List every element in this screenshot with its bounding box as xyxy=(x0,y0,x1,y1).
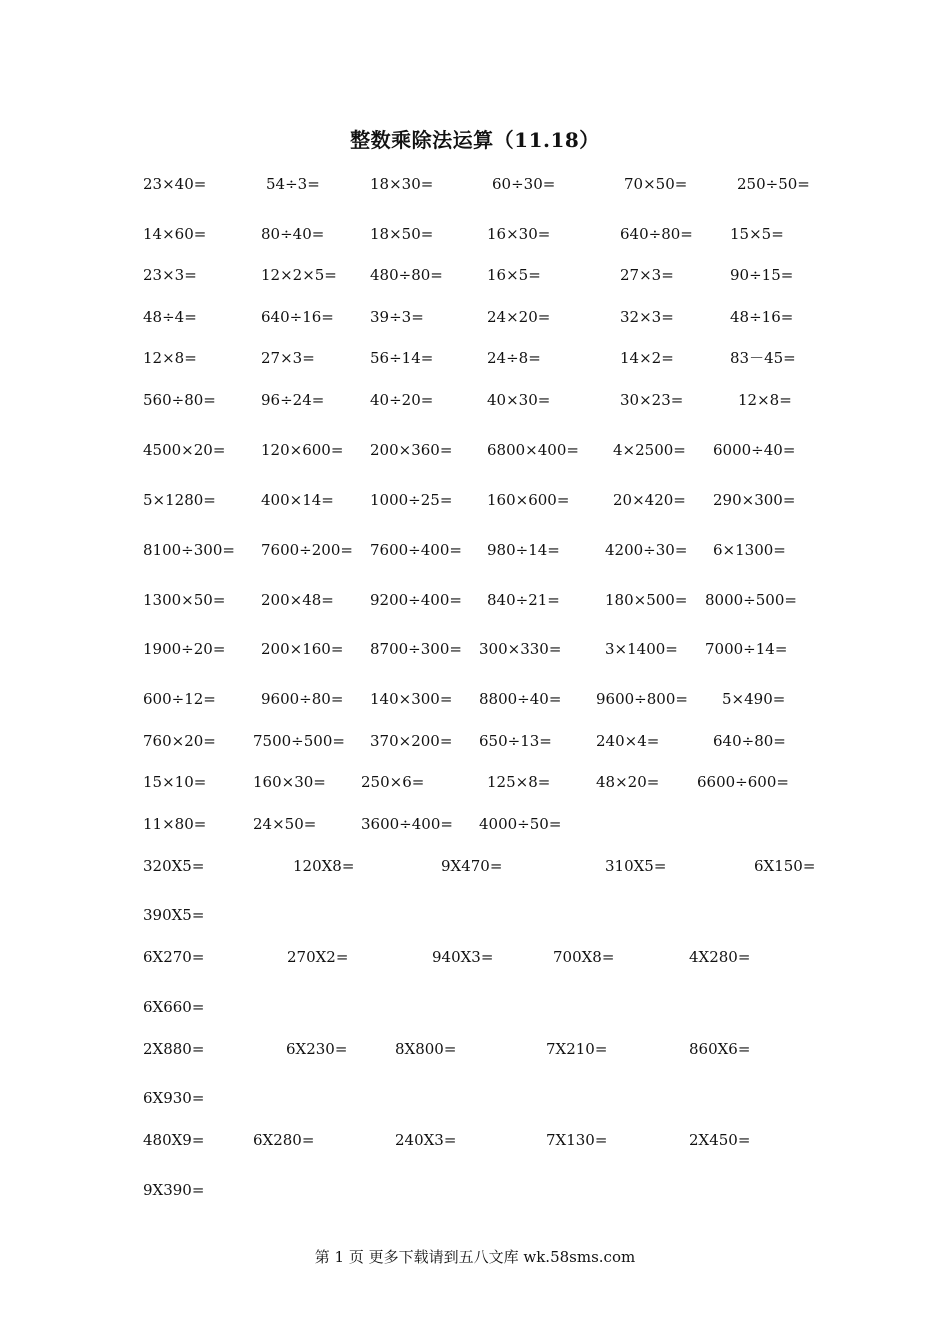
problem-item: 9600÷800= xyxy=(596,690,688,708)
problem-item: 1300×50= xyxy=(143,591,226,609)
problem-item: 6600÷600= xyxy=(697,773,789,791)
problem-item: 560÷80= xyxy=(143,391,216,409)
problem-item: 2X880= xyxy=(143,1040,205,1058)
problem-item: 860X6= xyxy=(689,1040,751,1058)
problem-item: 54÷3= xyxy=(266,175,320,193)
problem-item: 8800÷40= xyxy=(479,690,562,708)
problem-item: 650÷13= xyxy=(479,732,552,750)
problem-item: 4×2500= xyxy=(613,441,686,459)
problem-item: 11×80= xyxy=(143,815,207,833)
problem-item: 4500×20= xyxy=(143,441,226,459)
problem-item: 6000÷40= xyxy=(713,441,796,459)
problem-item: 290×300= xyxy=(713,491,796,509)
problem-row xyxy=(0,1038,950,1060)
problem-item: 200×160= xyxy=(261,640,344,658)
problem-item: 16×30= xyxy=(487,225,551,243)
problem-item: 8X800= xyxy=(395,1040,457,1058)
problem-item: 23×40= xyxy=(143,175,207,193)
problem-item: 12×8= xyxy=(143,349,197,367)
problem-item: 15×10= xyxy=(143,773,207,791)
problem-item: 6X150= xyxy=(754,857,816,875)
problem-row xyxy=(0,264,950,286)
problem-row xyxy=(0,347,950,369)
problem-item: 120×600= xyxy=(261,441,344,459)
problem-item: 48÷4= xyxy=(143,308,197,326)
problem-item: 180×500= xyxy=(605,591,688,609)
problem-row xyxy=(0,173,950,195)
problem-item: 6X930= xyxy=(143,1089,205,1107)
problem-item: 4200÷30= xyxy=(605,541,688,559)
problem-item: 56÷14= xyxy=(370,349,434,367)
problem-row xyxy=(0,813,950,835)
problem-item: 27×3= xyxy=(620,266,674,284)
problem-item: 8100÷300= xyxy=(143,541,235,559)
problem-item: 14×60= xyxy=(143,225,207,243)
problem-item: 300×330= xyxy=(479,640,562,658)
problem-item: 640÷16= xyxy=(261,308,334,326)
problem-row xyxy=(0,1179,950,1201)
problem-item: 6800×400= xyxy=(487,441,579,459)
problem-item: 480÷80= xyxy=(370,266,443,284)
problem-item: 200×48= xyxy=(261,591,334,609)
problem-row xyxy=(0,1129,950,1151)
page-footer: 第 1 页 更多下载请到五八文库 wk.58sms.com xyxy=(314,1248,636,1266)
page-title: 整数乘除法运算（11.18） xyxy=(350,128,600,152)
problem-row xyxy=(0,996,950,1018)
problem-item: 96÷24= xyxy=(261,391,325,409)
problem-item: 310X5= xyxy=(605,857,667,875)
problem-item: 24×20= xyxy=(487,308,551,326)
problem-item: 7600÷400= xyxy=(370,541,462,559)
problem-item: 3600÷400= xyxy=(361,815,453,833)
problem-item: 7X210= xyxy=(546,1040,608,1058)
problem-item: 23×3= xyxy=(143,266,197,284)
problem-item: 32×3= xyxy=(620,308,674,326)
problem-item: 12×8= xyxy=(738,391,792,409)
problem-item: 240X3= xyxy=(395,1131,457,1149)
problem-item: 9X470= xyxy=(441,857,503,875)
problem-item: 250×6= xyxy=(361,773,425,791)
problem-item: 48×20= xyxy=(596,773,660,791)
problem-item: 9200÷400= xyxy=(370,591,462,609)
problem-item: 6X280= xyxy=(253,1131,315,1149)
problem-item: 1000÷25= xyxy=(370,491,453,509)
problem-item: 5×1280= xyxy=(143,491,216,509)
problem-item: 39÷3= xyxy=(370,308,424,326)
problem-item: 640÷80= xyxy=(620,225,693,243)
problem-item: 80÷40= xyxy=(261,225,325,243)
problem-item: 15×5= xyxy=(730,225,784,243)
problem-item: 480X9= xyxy=(143,1131,205,1149)
problem-item: 940X3= xyxy=(432,948,494,966)
problem-row xyxy=(0,946,950,968)
problem-item: 980÷14= xyxy=(487,541,560,559)
problem-row xyxy=(0,638,950,660)
problem-item: 18×30= xyxy=(370,175,434,193)
problem-row xyxy=(0,1087,950,1109)
problem-item: 6X660= xyxy=(143,998,205,1016)
problem-row xyxy=(0,223,950,245)
problem-item: 200×360= xyxy=(370,441,453,459)
problem-item: 270X2= xyxy=(287,948,349,966)
problem-row xyxy=(0,688,950,710)
problem-row xyxy=(0,771,950,793)
problem-item: 7600÷200= xyxy=(261,541,353,559)
problem-item: 40÷20= xyxy=(370,391,434,409)
problem-item: 24÷8= xyxy=(487,349,541,367)
problem-item: 390X5= xyxy=(143,906,205,924)
problem-item: 140×300= xyxy=(370,690,453,708)
problem-item: 48÷16= xyxy=(730,308,794,326)
problem-item: 125×8= xyxy=(487,773,551,791)
problem-item: 9X390= xyxy=(143,1181,205,1199)
problem-item: 16×5= xyxy=(487,266,541,284)
problem-item: 8700÷300= xyxy=(370,640,462,658)
problem-row xyxy=(0,439,950,461)
problem-item: 27×3= xyxy=(261,349,315,367)
problem-item: 600÷12= xyxy=(143,690,216,708)
problem-item: 760×20= xyxy=(143,732,216,750)
problem-row xyxy=(0,589,950,611)
problem-item: 240×4= xyxy=(596,732,660,750)
problem-item: 24×50= xyxy=(253,815,317,833)
problem-item: 6X230= xyxy=(286,1040,348,1058)
problem-item: 83－45= xyxy=(730,349,796,367)
problem-item: 14×2= xyxy=(620,349,674,367)
problem-item: 5×490= xyxy=(722,690,786,708)
problem-item: 6X270= xyxy=(143,948,205,966)
problem-item: 400×14= xyxy=(261,491,334,509)
problem-item: 7X130= xyxy=(546,1131,608,1149)
problem-item: 840÷21= xyxy=(487,591,560,609)
problem-row xyxy=(0,389,950,411)
problem-item: 7500÷500= xyxy=(253,732,345,750)
problem-item: 4000÷50= xyxy=(479,815,562,833)
problem-item: 250÷50= xyxy=(737,175,810,193)
problem-row xyxy=(0,306,950,328)
problem-item: 30×23= xyxy=(620,391,684,409)
problem-row xyxy=(0,904,950,926)
problem-row xyxy=(0,730,950,752)
problem-item: 60÷30= xyxy=(492,175,556,193)
problem-item: 20×420= xyxy=(613,491,686,509)
problem-row xyxy=(0,539,950,561)
problem-item: 70×50= xyxy=(624,175,688,193)
problem-item: 18×50= xyxy=(370,225,434,243)
problem-item: 6×1300= xyxy=(713,541,786,559)
problem-item: 120X8= xyxy=(293,857,355,875)
problem-item: 160×30= xyxy=(253,773,326,791)
problem-item: 160×600= xyxy=(487,491,570,509)
problem-item: 4X280= xyxy=(689,948,751,966)
problem-item: 320X5= xyxy=(143,857,205,875)
problem-item: 1900÷20= xyxy=(143,640,226,658)
problem-item: 12×2×5= xyxy=(261,266,337,284)
problem-row xyxy=(0,855,950,877)
problem-item: 90÷15= xyxy=(730,266,794,284)
problem-row xyxy=(0,489,950,511)
problem-item: 7000÷14= xyxy=(705,640,788,658)
problem-item: 40×30= xyxy=(487,391,551,409)
problem-item: 700X8= xyxy=(553,948,615,966)
problem-item: 370×200= xyxy=(370,732,453,750)
problem-item: 9600÷80= xyxy=(261,690,344,708)
problem-item: 8000÷500= xyxy=(705,591,797,609)
problem-item: 640÷80= xyxy=(713,732,786,750)
problem-item: 3×1400= xyxy=(605,640,678,658)
problem-item: 2X450= xyxy=(689,1131,751,1149)
